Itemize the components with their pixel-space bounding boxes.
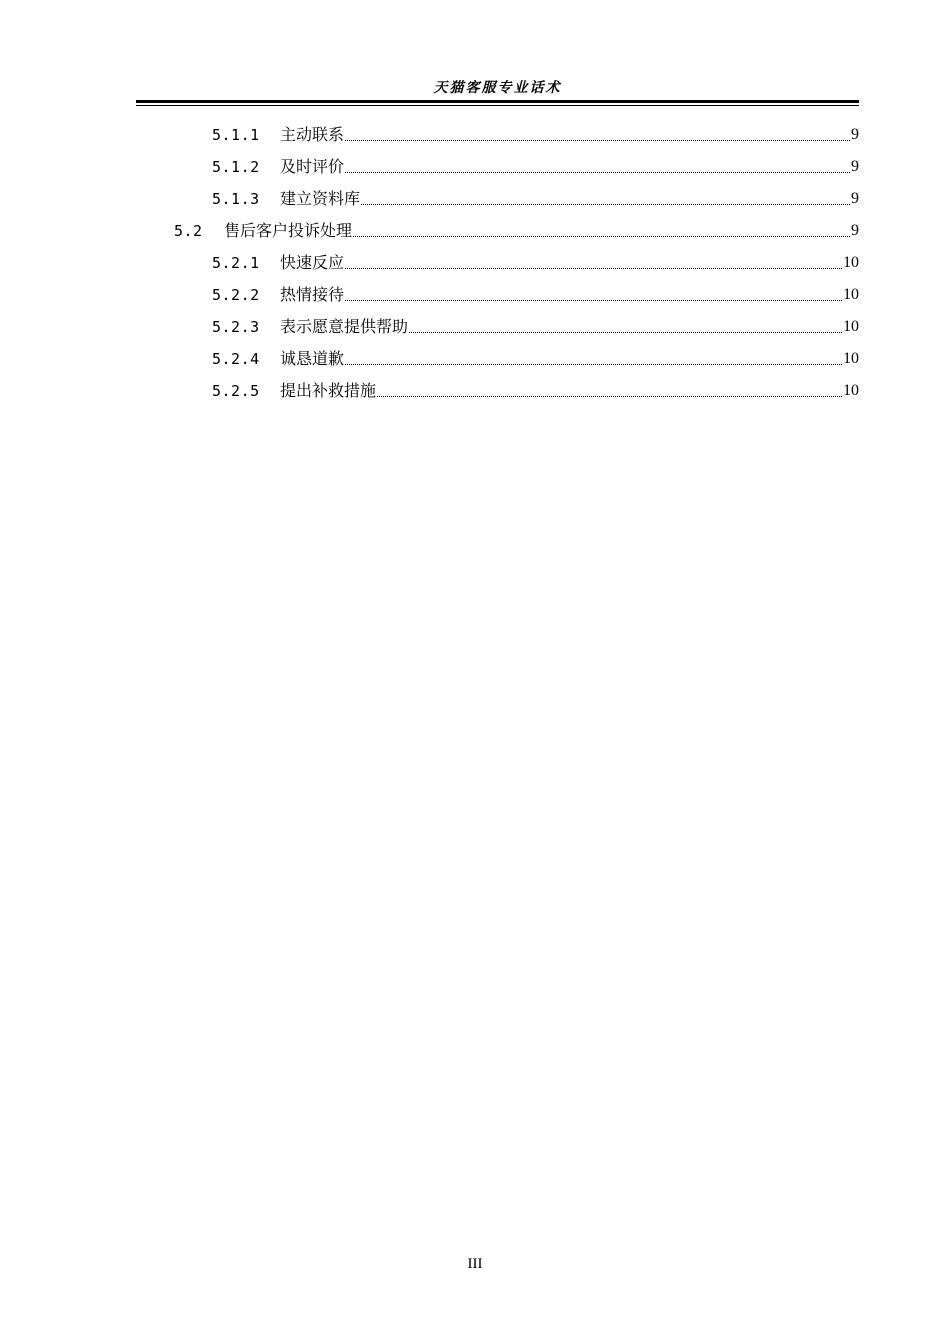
toc-entry[interactable]: [212, 186, 859, 210]
toc-dot-leader: [345, 172, 850, 173]
header-rule-thick: [136, 100, 859, 103]
toc-entry-page: 10: [843, 286, 859, 303]
toc-entry-title: 诚恳道歉: [280, 349, 345, 368]
toc-entry-number: 5.1.1: [212, 126, 260, 144]
toc-dot-leader: [345, 268, 842, 269]
toc-entry[interactable]: [212, 250, 859, 274]
toc-dot-leader: [345, 364, 842, 365]
toc-entry[interactable]: [212, 346, 859, 370]
toc-entry-title: 热情接待: [280, 285, 345, 304]
toc-entry-number: 5.2.5: [212, 382, 260, 400]
toc-entry-title: 及时评价: [280, 157, 345, 176]
toc-entry[interactable]: [212, 122, 859, 146]
toc-dot-leader: [345, 300, 842, 301]
toc-entry-title: 提出补救措施: [280, 381, 377, 400]
toc-entry-page: 10: [843, 318, 859, 335]
toc-entry-title: 快速反应: [280, 253, 345, 272]
toc-entry-page: 10: [843, 254, 859, 271]
toc-entry-page: 9: [851, 222, 859, 239]
toc-entry-number: 5.2.4: [212, 350, 260, 368]
toc-entry-page: 9: [851, 126, 859, 143]
toc-entry-page: 10: [843, 382, 859, 399]
toc-entry-title: 主动联系: [280, 125, 345, 144]
toc-entry-page: 9: [851, 190, 859, 207]
toc-entry-number: 5.1.2: [212, 158, 260, 176]
toc-entry-number: 5.1.3: [212, 190, 260, 208]
toc-entry-number: 5.2.3: [212, 318, 260, 336]
page-header: [136, 78, 859, 106]
header-rule-thin: [136, 105, 859, 106]
toc-dot-leader: [353, 236, 850, 237]
toc-entry-title: 售后客户投诉处理: [224, 221, 353, 240]
toc-entry[interactable]: [212, 378, 859, 402]
toc-entry-page: 9: [851, 158, 859, 175]
page-number: III: [467, 1256, 483, 1272]
toc-dot-leader: [345, 140, 850, 141]
toc-entry-number: 5.2: [174, 222, 203, 240]
toc-dot-leader: [361, 204, 850, 205]
toc-entry[interactable]: [212, 154, 859, 178]
toc-dot-leader: [377, 396, 842, 397]
toc-entry-title: 表示愿意提供帮助: [280, 317, 409, 336]
toc-entry-number: 5.2.2: [212, 286, 260, 304]
header-title: 天猫客服专业话术: [433, 80, 562, 96]
toc-entry[interactable]: [212, 314, 859, 338]
toc-entry[interactable]: [212, 282, 859, 306]
toc-entry-number: 5.2.1: [212, 254, 260, 272]
toc-dot-leader: [409, 332, 842, 333]
toc-entry-title: 建立资料库: [280, 189, 361, 208]
toc-entry[interactable]: [174, 218, 859, 242]
toc-entry-page: 10: [843, 350, 859, 367]
